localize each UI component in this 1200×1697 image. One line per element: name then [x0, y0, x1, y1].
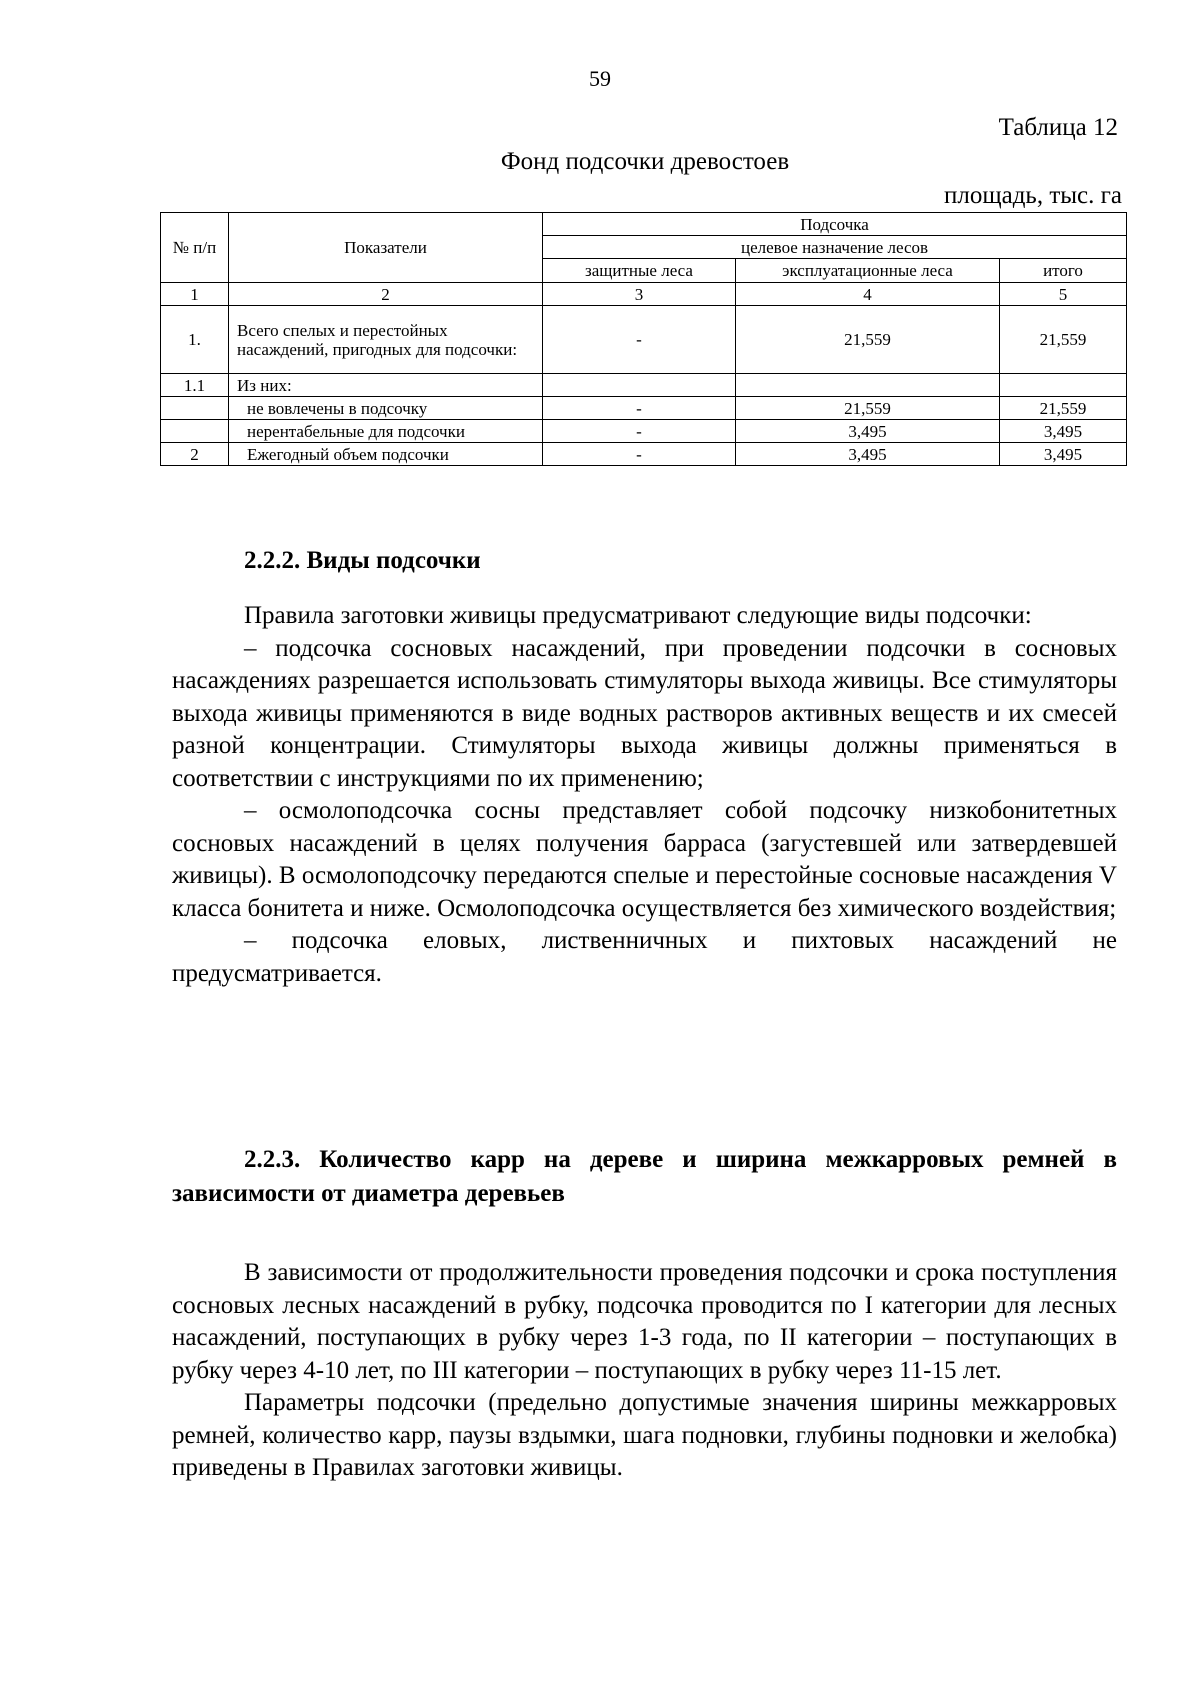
paragraph: Параметры подсочки (предельно допустимые значения ширины межкарровых ремней, количество карр, паузы вздымки, шага подновки, глубины подновки и желобка) приведены в Правилах заготовки живицы.	[172, 1389, 1117, 1481]
row-protective: -	[543, 397, 736, 420]
section-heading: 2.2.3. Количество карр на дереве и ширина межкарровых ремней в зависимости от диаметра деревьев	[172, 1146, 1117, 1207]
row-exploitation: 21,559	[736, 306, 1000, 374]
col-number: 2	[229, 283, 543, 306]
row-exploitation: 3,495	[736, 443, 1000, 466]
row-indicator: Всего спелых и перестойных насаждений, пригодных для подсочки:	[229, 306, 543, 374]
paragraph: В зависимости от продолжительности проведения подсочки и срока поступления сосновых лесных насаждений в рубку, подсочка проводится по I категории для лесных насаждений, поступающих в рубку через 1-3 года, по II категории – поступающих в рубку через 4-10 лет, по III категории – поступающих в рубку через 11-15 лет.	[172, 1259, 1117, 1384]
row-num	[161, 397, 229, 420]
header-num: № п/п	[161, 213, 229, 283]
header-tapping: Подсочка	[543, 213, 1127, 236]
header-total: итого	[1000, 259, 1127, 283]
col-number: 3	[543, 283, 736, 306]
table-row	[161, 306, 1127, 374]
row-num: 1.	[161, 306, 229, 374]
row-num: 2	[161, 443, 229, 466]
header-exploitation: эксплуатационные леса	[736, 259, 1000, 283]
row-total: 3,495	[1000, 443, 1127, 466]
row-indicator: Ежегодный объем подсочки	[229, 443, 543, 466]
list-item: – осмолоподсочка сосны представляет собой подсочку низкобонитетных сосновых насаждений в целях получения барраса (загустевшей или затвердевшей живицы). В осмолоподсочку передаются спелые и перестойные сосновые насаждения V класса бонитета и ниже. Осмолоподсочка осуществляется без химического воздействия;	[172, 797, 1117, 922]
row-protective	[543, 374, 736, 397]
table-label: Таблица 12	[998, 114, 1118, 141]
page-number: 59	[589, 66, 611, 91]
table-row	[161, 420, 1127, 443]
header-indicators: Показатели	[229, 213, 543, 283]
table-row	[161, 443, 1127, 466]
tapping-fund-table	[160, 212, 1127, 466]
table-row	[161, 374, 1127, 397]
header-protective: защитные леса	[543, 259, 736, 283]
row-exploitation	[736, 374, 1000, 397]
row-exploitation: 21,559	[736, 397, 1000, 420]
section-heading: 2.2.2. Виды подсочки	[244, 547, 481, 574]
row-total: 21,559	[1000, 306, 1127, 374]
paragraph: Правила заготовки живицы предусматривают следующие виды подсочки:	[244, 602, 1032, 629]
row-indicator: не вовлечены в подсочку	[229, 397, 543, 420]
row-protective: -	[543, 420, 736, 443]
section-2-2-3	[0, 1143, 1200, 1485]
section-2-2-2	[0, 544, 1200, 990]
row-indicator: нерентабельные для подсочки	[229, 420, 543, 443]
row-protective: -	[543, 306, 736, 374]
row-total: 21,559	[1000, 397, 1127, 420]
col-number: 4	[736, 283, 1000, 306]
section-body	[172, 600, 1117, 990]
row-protective: -	[543, 443, 736, 466]
section-body	[172, 1257, 1117, 1485]
table-units: площадь, тыс. га	[944, 182, 1122, 209]
table-title: Фонд подсочки древостоев	[500, 148, 790, 175]
col-number: 1	[161, 283, 229, 306]
header-purpose: целевое назначение лесов	[543, 236, 1127, 259]
header-row	[161, 213, 1127, 236]
list-item: – подсочка сосновых насаждений, при проведении подсочки в сосновых насаждениях разрешается использовать стимуляторы выхода живицы. Все стимуляторы выхода живицы применяются в виде водных растворов активных веществ и их смесей разной концентрации. Стимуляторы выхода живицы должны применяться в соответствии с инструкциями по их применению;	[172, 634, 1117, 792]
row-num: 1.1	[161, 374, 229, 397]
column-number-row	[161, 283, 1127, 306]
list-item: – подсочка еловых, лиственничных и пихтовых насаждений не предусматривается.	[172, 927, 1117, 987]
row-exploitation: 3,495	[736, 420, 1000, 443]
row-total	[1000, 374, 1127, 397]
row-num	[161, 420, 229, 443]
table-row	[161, 397, 1127, 420]
row-indicator: Из них:	[229, 374, 543, 397]
col-number: 5	[1000, 283, 1127, 306]
row-total: 3,495	[1000, 420, 1127, 443]
